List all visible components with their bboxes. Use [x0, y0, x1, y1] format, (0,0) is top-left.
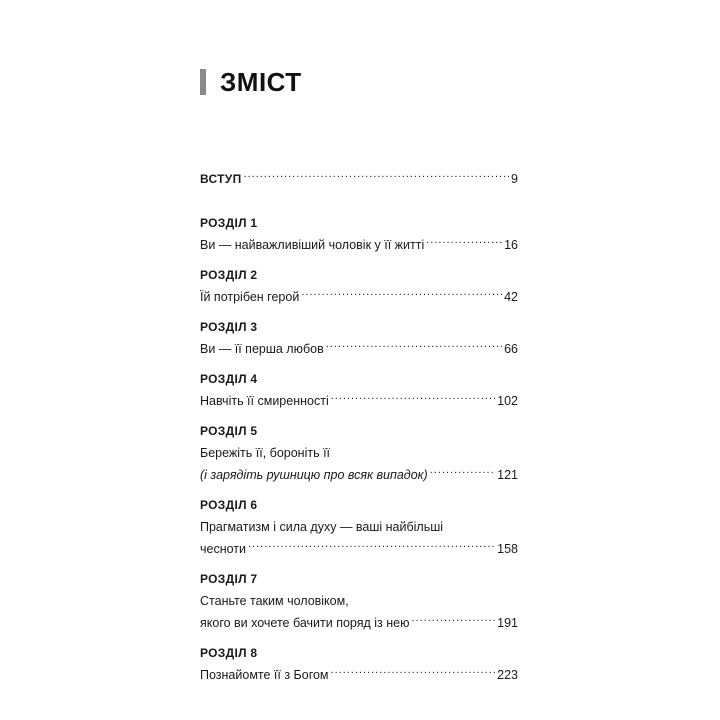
chapter-label: РОЗДІЛ 3	[200, 320, 258, 334]
toc-line	[200, 390, 518, 412]
toc-title: Навчіть її смиренності	[200, 394, 329, 408]
toc-line	[200, 464, 518, 486]
toc-page-number: 121	[497, 468, 518, 482]
toc-page-number: 102	[497, 394, 518, 408]
dot-leader	[430, 465, 495, 479]
toc-title: ВСТУП	[200, 172, 242, 186]
toc-title: якого ви хочете бачити поряд із нею	[200, 616, 410, 630]
toc-page-number: 42	[504, 290, 518, 304]
chapter-label: РОЗДІЛ 8	[200, 646, 258, 660]
chapter-label: РОЗДІЛ 4	[200, 372, 258, 386]
dot-leader	[301, 287, 502, 301]
toc-entry-chapter-1	[200, 212, 518, 256]
chapter-label: РОЗДІЛ 6	[200, 498, 258, 512]
toc-title-line: Станьте таким чоловіком,	[200, 594, 349, 608]
toc-title-line: Бережіть її, бороніть її	[200, 446, 331, 460]
heading-accent-bar	[200, 69, 206, 95]
chapter-label: РОЗДІЛ 7	[200, 572, 258, 586]
toc-page-number: 223	[497, 668, 518, 682]
toc-line	[200, 664, 518, 686]
dot-leader	[412, 613, 496, 627]
page-title: ЗМІСТ	[220, 66, 302, 97]
table-of-contents	[200, 168, 518, 686]
toc-line	[200, 538, 518, 560]
chapter-label: РОЗДІЛ 1	[200, 216, 258, 230]
dot-leader	[331, 665, 496, 679]
toc-line	[200, 168, 518, 190]
chapter-label: РОЗДІЛ 5	[200, 424, 258, 438]
toc-title: Ви — найважливіший чоловік у її житті	[200, 238, 425, 252]
toc-entry-chapter-2	[200, 264, 518, 308]
dot-leader	[426, 235, 502, 249]
toc-entry-chapter-6	[200, 494, 518, 560]
dot-leader	[326, 339, 502, 353]
dot-leader	[331, 391, 495, 405]
toc-line	[200, 286, 518, 308]
toc-entry-chapter-3	[200, 316, 518, 360]
toc-line	[200, 612, 518, 634]
toc-title: Познайомте її з Богом	[200, 668, 329, 682]
dot-leader	[244, 169, 510, 183]
toc-entry-chapter-5	[200, 420, 518, 486]
toc-entry-chapter-7	[200, 568, 518, 634]
toc-title-line: Прагматизм і сила духу — ваші найбільші	[200, 520, 444, 534]
toc-page-number: 9	[511, 172, 518, 186]
toc-title: чесноти	[200, 542, 247, 556]
dot-leader	[248, 539, 495, 553]
toc-entry-intro	[200, 168, 518, 190]
chapter-label: РОЗДІЛ 2	[200, 268, 258, 282]
toc-title: Їй потрібен герой	[200, 290, 300, 304]
toc-page-number: 66	[504, 342, 518, 356]
toc-entry-chapter-8	[200, 642, 518, 686]
toc-page-number: 16	[504, 238, 518, 252]
toc-page-number: 158	[497, 542, 518, 556]
toc-entry-chapter-4	[200, 368, 518, 412]
contents-heading	[200, 66, 302, 98]
toc-title: (і зарядіть рушницю про всяк випадок)	[200, 468, 428, 482]
toc-line	[200, 338, 518, 360]
toc-title: Ви — її перша любов	[200, 342, 324, 356]
toc-page-number: 191	[497, 616, 518, 630]
toc-line	[200, 234, 518, 256]
